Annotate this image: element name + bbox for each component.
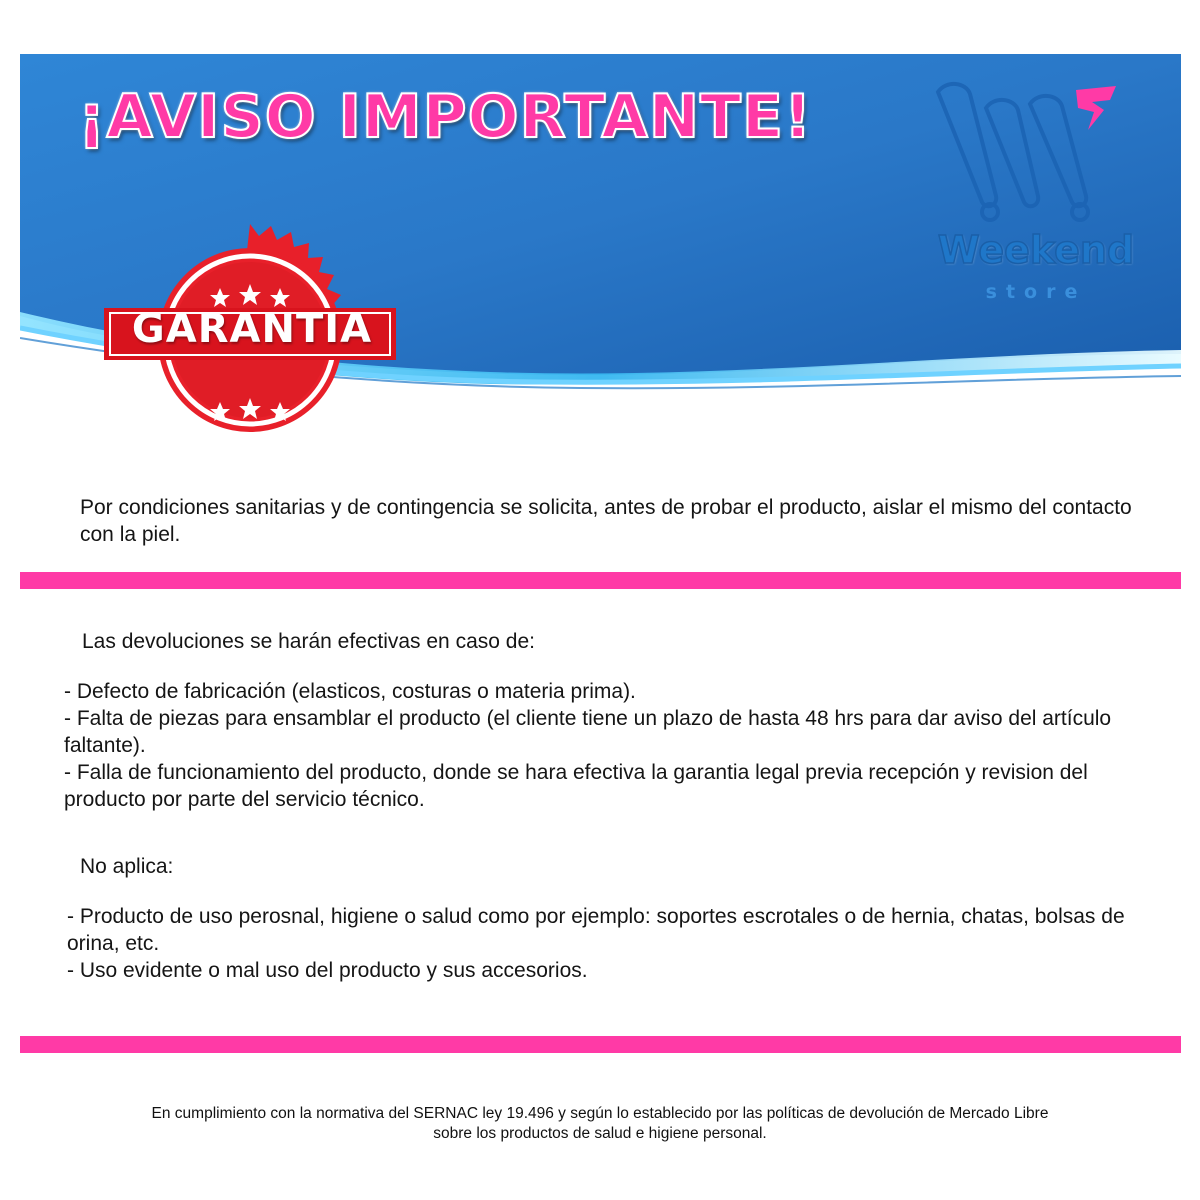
footer-line-2: sobre los productos de salud e higiene personal. [433, 1125, 767, 1142]
pink-divider-2 [20, 1036, 1181, 1053]
list-item: - Falla de funcionamiento del producto, donde se hara efectiva la garantia legal previa recepción y revision del producto por parte del servicio técnico. [64, 761, 1088, 811]
exclusions-list [67, 903, 1157, 984]
returns-title: Las devoluciones se harán efectivas en caso de: [82, 630, 535, 653]
footer-line-1: En cumplimiento con la normativa del SERNAC ley 19.496 y según lo establecido por las políticas de devolución de Mercado Libre [151, 1105, 1049, 1122]
seal-label: GARANTIA [131, 306, 373, 352]
list-item: - Falta de piezas para ensamblar el producto (el cliente tiene un plazo de hasta 48 hrs para dar aviso del artículo faltante). [64, 707, 1112, 757]
legal-footer [60, 1104, 1140, 1144]
pink-divider-1 [20, 572, 1181, 589]
brand-mark-icon [926, 78, 1146, 228]
returns-list [64, 678, 1134, 813]
sanitary-notice: Por condiciones sanitarias y de contingencia se solicita, antes de probar el producto, aislar el mismo del contacto con la piel. [80, 496, 1132, 546]
list-item: - Uso evidente o mal uso del producto y sus accesorios. [67, 959, 588, 982]
list-item: - Producto de uso perosnal, higiene o salud como por ejemplo: soportes escrotales o de hernia, chatas, bolsas de orina, etc. [67, 905, 1125, 955]
brand-subname: store [985, 281, 1087, 303]
brand-name: Weekend [937, 228, 1135, 272]
list-item: - Defecto de fabricación (elasticos, costuras o materia prima). [64, 680, 636, 703]
warranty-seal [102, 222, 402, 462]
brand-logo [926, 78, 1146, 318]
exclusions-title: No aplica: [80, 855, 174, 878]
page-title: ¡AVISO IMPORTANTE! [78, 82, 813, 152]
